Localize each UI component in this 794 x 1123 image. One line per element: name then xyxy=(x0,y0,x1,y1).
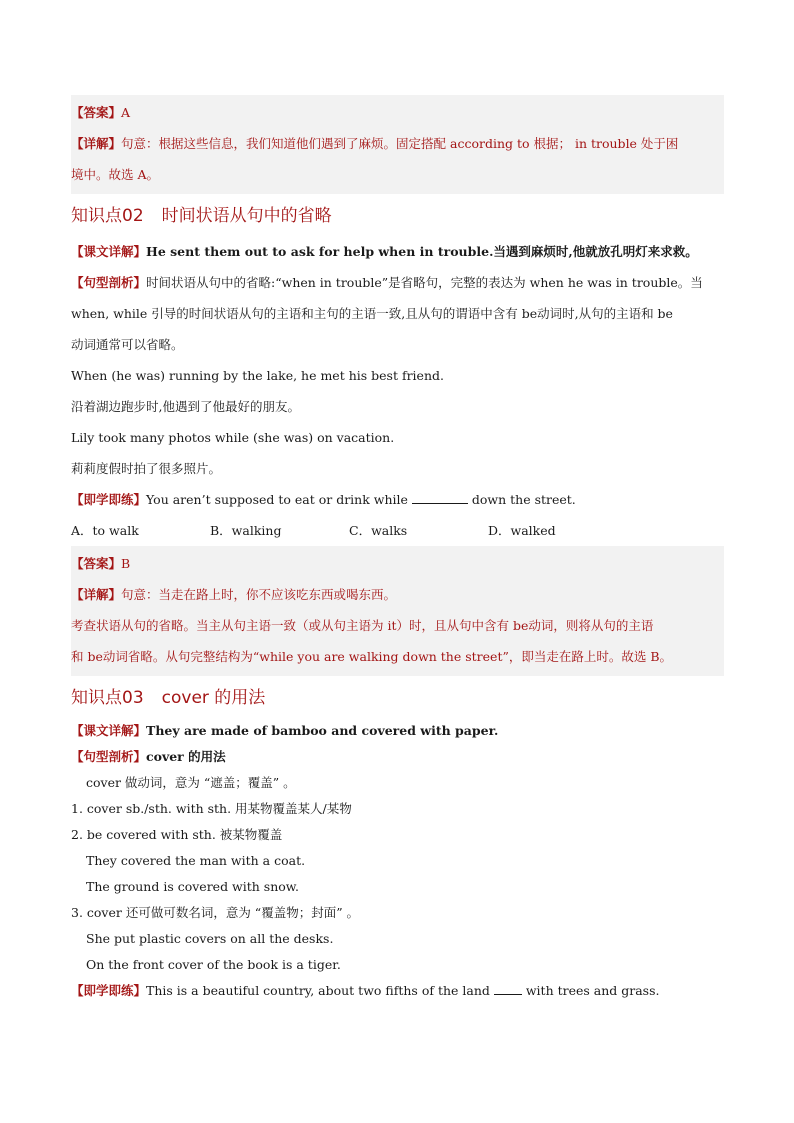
section-heading-03 xyxy=(71,678,724,718)
text-tag: 【课文详解】 xyxy=(71,244,147,259)
usage-example-2: The ground is covered with snow. xyxy=(86,879,299,894)
text-sentence: He sent them out to ask for help when in trouble.当遇到麻烦时,他就放孔明灯来求救。 xyxy=(146,244,698,259)
option-c: C．walks xyxy=(349,523,408,538)
answer-blank xyxy=(494,980,522,995)
detail-text: 句意：根据这些信息，我们知道他们遇到了麻烦。固定搭配 according to 根据； in trouble 处于困 xyxy=(121,136,679,151)
analysis-tag: 【句型剖析】 xyxy=(71,275,147,290)
usage-line-3: 3. cover 还可做可数名词，意为 “覆盖物；封面” 。 xyxy=(71,905,360,920)
option-b: B．walking xyxy=(210,523,282,538)
answer-tag: 【答案】 xyxy=(71,105,122,120)
practice-question xyxy=(71,978,724,1004)
practice-text-before: This is a beautiful country, about two fifths of the land xyxy=(146,983,494,998)
usage-line-2: 2. be covered with sth. 被某物覆盖 xyxy=(71,827,283,842)
practice-text-before: You aren’t supposed to eat or drink while xyxy=(146,492,412,507)
example-2-en: Lily took many photos while (she was) on vacation. xyxy=(71,430,395,445)
answer-blank xyxy=(412,489,468,504)
detail-line xyxy=(71,579,724,610)
detail-line-3: 和 be动词省略。从句完整结构为“while you are walking down the street”，即当走在路上时。故选 B。 xyxy=(71,649,673,664)
analysis-tag: 【句型剖析】 xyxy=(71,749,147,764)
practice-tag: 【即学即练】 xyxy=(71,492,147,507)
detail-text: 句意：当走在路上时，你不应该吃东西或喝东西。 xyxy=(121,587,397,602)
answer-options xyxy=(71,515,724,546)
detail-line xyxy=(71,128,724,159)
usage-example-4: On the front cover of the book is a tiger. xyxy=(86,957,341,972)
practice-text-after: down the street. xyxy=(467,492,576,507)
section-heading-02 xyxy=(71,196,724,236)
answer-block-1 xyxy=(71,95,724,194)
section-title: cover 的用法 xyxy=(161,688,266,708)
option-d: D．walked xyxy=(488,523,556,538)
example-2-cn: 莉莉度假时拍了很多照片。 xyxy=(71,461,222,476)
detail-line-continued: 境中。故选 A。 xyxy=(71,167,160,182)
usage-line-verb: cover 做动词，意为 “遮盖；覆盖” 。 xyxy=(86,775,296,790)
practice-text-after: with trees and grass. xyxy=(521,983,660,998)
analysis-line-3: 动词通常可以省略。 xyxy=(71,337,184,352)
answer-line xyxy=(71,97,724,128)
text-explanation xyxy=(71,718,724,744)
analysis-text: 时间状语从句中的省略:“when in trouble”是省略句，完整的表达为 when he was in trouble。当 xyxy=(146,275,703,290)
answer-value: A xyxy=(121,105,131,120)
section-title: 时间状语从句中的省略 xyxy=(161,206,332,226)
answer-block-2 xyxy=(71,546,724,676)
analysis-line-1 xyxy=(71,267,724,298)
detail-tag: 【详解】 xyxy=(71,136,122,151)
text-tag: 【课文详解】 xyxy=(71,723,147,738)
option-a: A．to walk xyxy=(71,523,139,538)
section-number: 知识点03 xyxy=(71,688,144,708)
practice-tag: 【即学即练】 xyxy=(71,983,147,998)
example-1-en: When (he was) running by the lake, he met his best friend. xyxy=(71,368,444,383)
analysis-heading xyxy=(71,744,724,770)
document-page xyxy=(71,95,724,1004)
usage-example-1: They covered the man with a coat. xyxy=(86,853,306,868)
section-number: 知识点02 xyxy=(71,206,144,226)
example-1-cn: 沿着湖边跑步时,他遇到了他最好的朋友。 xyxy=(71,399,300,414)
text-sentence: They are made of bamboo and covered with paper. xyxy=(146,723,499,738)
detail-line-2: 考查状语从句的省略。当主从句主语一致（或从句主语为 it）时，且从句中含有 be动词，则将从句的主语 xyxy=(71,618,654,633)
text-explanation xyxy=(71,236,724,267)
practice-question xyxy=(71,484,724,515)
detail-tag: 【详解】 xyxy=(71,587,122,602)
usage-example-3: She put plastic covers on all the desks. xyxy=(86,931,334,946)
answer-tag: 【答案】 xyxy=(71,556,122,571)
answer-line xyxy=(71,548,724,579)
analysis-title: cover 的用法 xyxy=(146,749,226,764)
analysis-line-2: when, while 引导的时间状语从句的主语和主句的主语一致,且从句的谓语中含有 be动词时,从句的主语和 be xyxy=(71,306,673,321)
answer-value: B xyxy=(121,556,131,571)
usage-line-1: 1. cover sb./sth. with sth. 用某物覆盖某人/某物 xyxy=(71,801,352,816)
